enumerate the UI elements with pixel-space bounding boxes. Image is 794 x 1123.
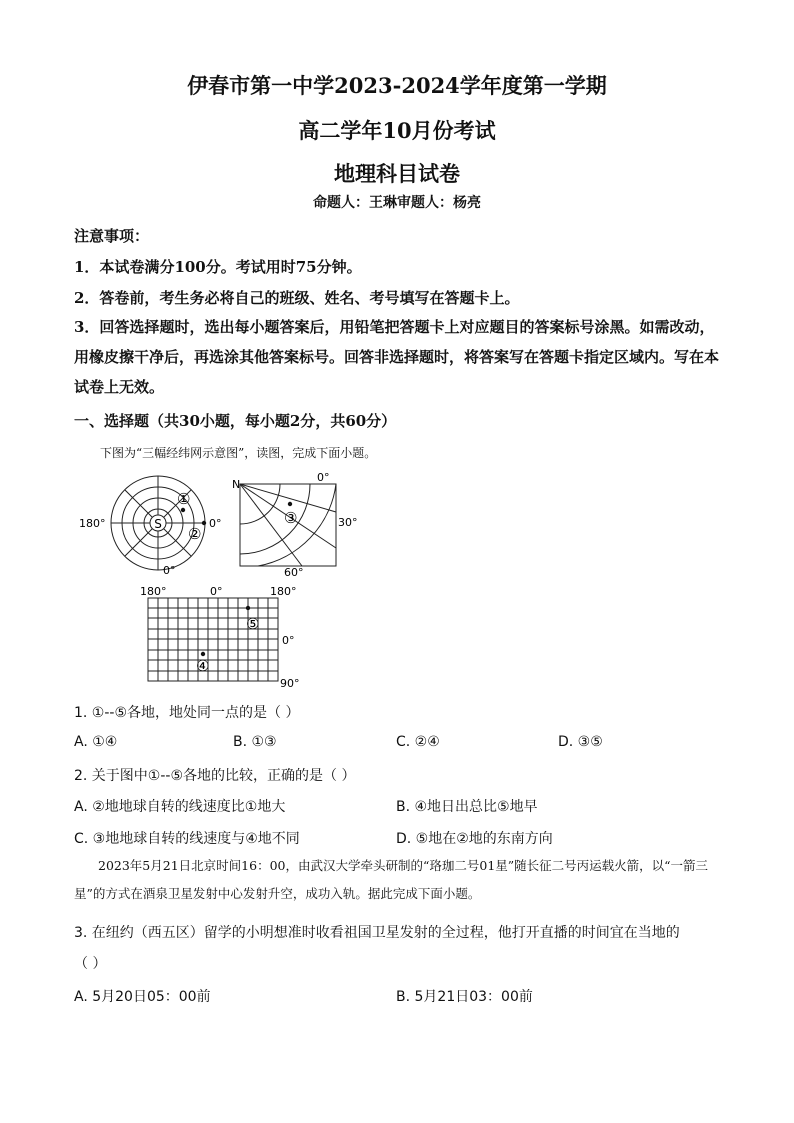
exam-subtitle: 高二学年10月份考试 [298,118,496,143]
q3-option-b[interactable]: B. 5月21日03：00前 [396,989,533,1005]
note-item-2: 2．答卷前，考生务必将自己的班级、姓名、考号填写在答题卡上。 [74,289,520,307]
notes-heading: 注意事项： [74,227,150,245]
point-2-label: ② [188,525,202,543]
point-5-label: ⑤ [246,615,260,633]
q3-stem: 3. 在纽约（西五区）留学的小明想准时收看祖国卫星发射的全过程，他打开直播的时间宜在当地的 [74,925,680,941]
grid-lon-mid: 0° [210,585,223,598]
q3-blank: （ ） [74,956,107,972]
polar-lon-right: 0° [209,517,222,530]
q1-option-d[interactable]: D. ③⑤ [558,734,603,750]
point-5-dot [246,606,250,610]
q2-option-d[interactable]: D. ⑤地在②地的东南方向 [396,831,553,847]
sector-lat-right: 30° [338,516,358,529]
sector-lon-bottom: 60° [284,566,304,579]
grid-lat-mid: 0° [282,634,295,647]
note-item-1: 1．本试卷满分100分。考试用时75分钟。 [74,258,362,276]
note-item-3: 3．回答选择题时，选出每小题答案后，用铅笔把答题卡上对应题目的答案标号涂黑。如需改动，用橡皮擦干净后，再选涂其他答案标号。回答非选择题时，将答案写在答题卡指定区域内。写在本试卷上无效。 [74,318,720,396]
point-3-dot [288,502,292,506]
q2-option-a[interactable]: A. ②地地球自转的线速度比①地大 [74,799,286,815]
grid-lon-left: 180° [140,585,167,598]
rect-grid [148,598,278,681]
grid-lon-right: 180° [270,585,297,598]
point-1-label: ① [177,490,191,508]
q1-stem: 1. ①--⑤各地，地处同一点的是（ ） [74,705,300,721]
authors-line: 命题人：王琳审题人：杨亮 [313,195,481,211]
subject-title: 地理科目试卷 [334,161,460,186]
point-1-dot [181,508,185,512]
polar-pole-label: S [154,517,162,531]
figure-intro: 下图为“三幅经纬网示意图”，读图，完成下面小题。 [100,446,377,460]
q2-option-c[interactable]: C. ③地地球自转的线速度与④地不同 [74,831,300,847]
polar-lon-bottom: 0° [163,564,176,577]
passage-satellite: 2023年5月21日北京时间16：00，由武汉大学牵头研制的“珞珈二号01星”随长征二号丙运载火箭，以“一箭三星”的方式在酒泉卫星发射中心发射升空，成功入轨。据此完成下面小题。 [74,858,709,901]
exam-title: 伊春市第一中学2023-2024学年度第一学期 [187,73,607,98]
section-heading: 一、选择题（共30小题，每小题2分，共60分） [74,412,397,430]
q1-option-c[interactable]: C. ②④ [396,734,440,750]
latlon-figure [70,468,370,693]
q2-option-b[interactable]: B. ④地日出总比⑤地早 [396,799,538,815]
point-4-dot [201,652,205,656]
q1-option-a[interactable]: A. ①④ [74,734,118,750]
sector-lat-top: 0° [317,471,330,484]
point-2-dot [202,521,206,525]
point-3-label: ③ [284,509,298,527]
grid-lat-bottom: 90° [280,677,300,690]
polar-lon-left: 180° [79,517,106,530]
q2-stem: 2. 关于图中①--⑤各地的比较，正确的是（ ） [74,768,356,784]
q3-option-a[interactable]: A. 5月20日05：00前 [74,989,211,1005]
point-4-label: ④ [196,657,210,675]
q1-option-b[interactable]: B. ①③ [233,734,277,750]
sector-north-label: N [232,478,241,491]
